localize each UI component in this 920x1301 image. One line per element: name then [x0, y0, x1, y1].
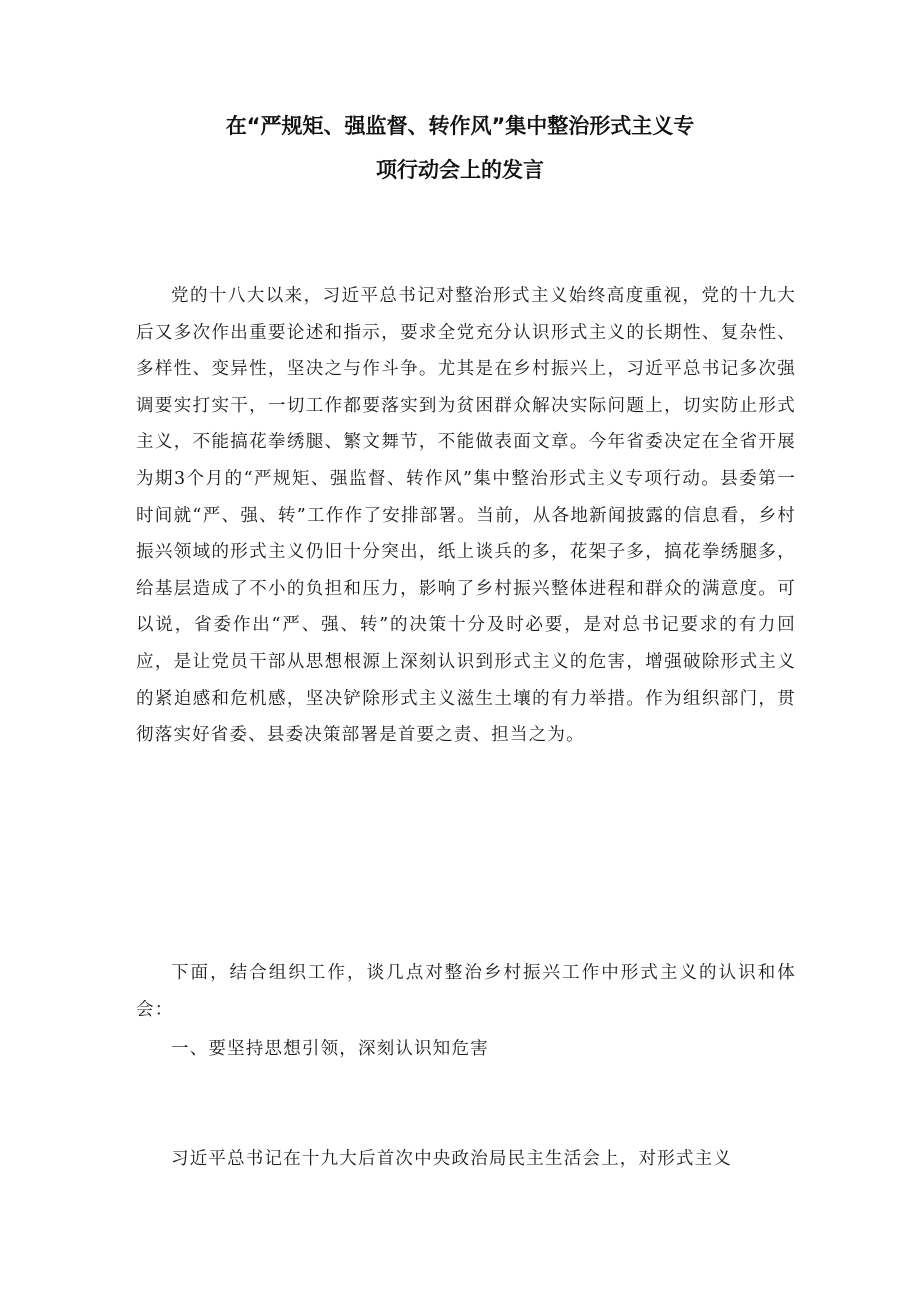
- document-title: [120, 104, 800, 192]
- section-heading-1: 一、要坚持思想引领，深刻认识知危害: [171, 1039, 489, 1059]
- document-body-transition: [136, 955, 796, 1028]
- title-line-1: 在“严规矩、强监督、转作风”集中整治形式主义专: [225, 114, 695, 138]
- paragraph-section-1: 习近平总书记在十九大后首次中央政治局民主生活会上，对形式主义: [171, 1149, 732, 1169]
- title-line-2: 项行动会上的发言: [376, 158, 544, 182]
- paragraph-transition: 下面，结合组织工作，谈几点对整治乡村振兴工作中形式主义的认识和体会：: [136, 963, 796, 1020]
- document-body-intro: [136, 278, 796, 754]
- paragraph-intro: 党的十八大以来，习近平总书记对整治形式主义始终高度重视，党的十九大后又多次作出重要论述和指示，要求全党充分认识形式主义的长期性、复杂性、多样性、变异性，坚决之与作斗争。尤其是在乡村振兴上，习近平总书记多次强调要实打实干，一切工作都要落实到为贫困群众解决实际问题上，切实防止形式主义，不能搞花拳绣腿、繁文舞节，不能做表面文章。今年省委决定在全省开展为期3个月的“严规矩、强监督、转作风”集中整治形式主义专项行动。县委第一时间就“严、强、转”工作作了安排部署。当前，从各地新闻披露的信息看，乡村振兴领域的形式主义仍旧十分突出，纸上谈兵的多，花架子多，搞花拳绣腿多，给基层造成了不小的负担和压力，影响了乡村振兴整体进程和群众的满意度。可以说，省委作出“严、强、转”的决策十分及时必要，是对总书记要求的有力回应，是让党员干部从思想根源上深刻认识到形式主义的危害，增强破除形式主义的紧迫感和危机感，坚决铲除形式主义滋生土壤的有力举措。作为组织部门，贯彻落实好省委、县委决策部署是首要之责、担当之为。: [136, 286, 796, 746]
- document-body-section: [136, 1141, 796, 1178]
- document-body-heading: [136, 1031, 796, 1068]
